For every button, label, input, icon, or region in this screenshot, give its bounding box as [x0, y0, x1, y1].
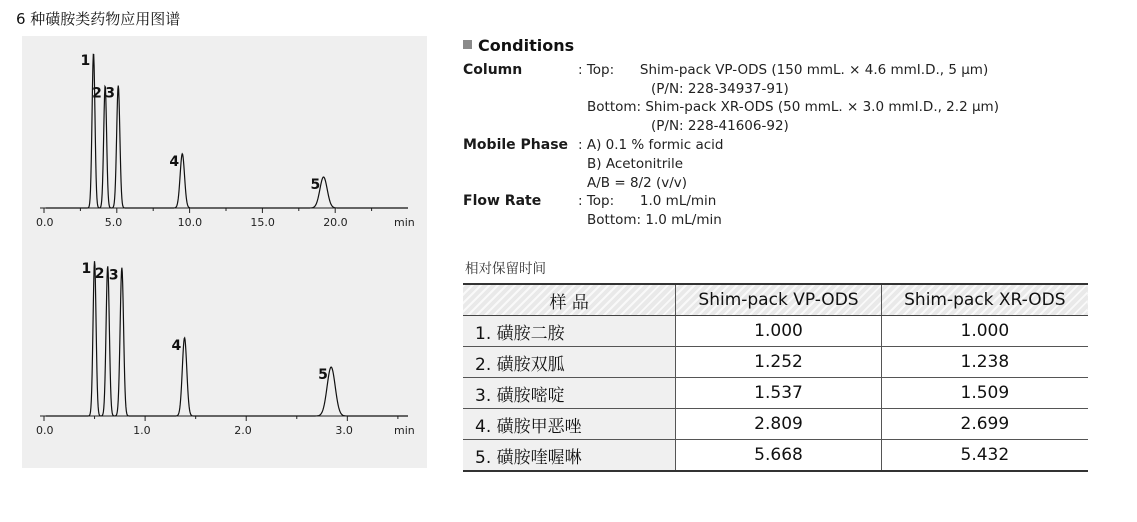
conditions-title	[463, 36, 574, 55]
xr-ods-value: 1.238	[881, 347, 1088, 378]
mobile-phase-line: : A) 0.1 % formic acid	[578, 137, 724, 153]
x-tick-label: 3.0	[335, 424, 353, 437]
x-tick-label: 0.0	[36, 216, 54, 229]
column-line: (P/N: 228-41606-92)	[651, 118, 789, 134]
peak-label: 3	[108, 267, 119, 284]
chromatograms-svg	[22, 36, 427, 468]
mobile-phase-label: Mobile Phase	[463, 137, 569, 153]
square-bullet-icon	[463, 40, 472, 49]
xr-ods-value: 1.509	[881, 378, 1088, 409]
peak-label: 1	[80, 53, 91, 69]
sample-name: 1. 磺胺二胺	[463, 316, 676, 347]
header-vp-ods: Shim-pack VP-ODS	[676, 284, 881, 316]
header-sample: 样 品	[463, 284, 676, 316]
header-xr-ods: Shim-pack XR-ODS	[881, 284, 1088, 316]
peak-label: 4	[171, 337, 182, 354]
sample-name: 3. 磺胺嘧啶	[463, 378, 676, 409]
vp-ods-value: 1.537	[676, 378, 881, 409]
x-tick-label: 20.0	[323, 216, 348, 229]
sample-name: 5. 磺胺喹喔啉	[463, 440, 676, 472]
peak-label: 3	[105, 85, 116, 102]
conditions-title-text: Conditions	[478, 36, 575, 55]
relative-retention-table	[463, 283, 1088, 472]
peak-label: 5	[318, 367, 328, 384]
vp-ods-value: 2.809	[676, 409, 881, 440]
xr-ods-value: 1.000	[881, 316, 1088, 347]
vp-ods-value: 1.252	[676, 347, 881, 378]
x-tick-label: 2.0	[234, 424, 252, 437]
chromatogram-trace	[46, 54, 408, 208]
xr-ods-value: 5.432	[881, 440, 1088, 472]
column-line: : Top: Shim-pack VP-ODS (150 mmL. × 4.6 mmI.D., 5 µm)	[578, 62, 989, 78]
x-tick-label: 1.0	[133, 424, 151, 437]
x-axis-unit-label: min	[394, 424, 415, 437]
peak-label: 2	[94, 266, 105, 283]
x-tick-label: 15.0	[250, 216, 275, 229]
column-line: Bottom: Shim-pack XR-ODS (50 mmL. × 3.0 mmI.D., 2.2 µm)	[587, 99, 999, 115]
flow-rate-line: Bottom: 1.0 mL/min	[587, 212, 722, 228]
sample-name: 2. 磺胺双胍	[463, 347, 676, 378]
flow-rate-label: Flow Rate	[463, 193, 542, 209]
x-tick-label: 0.0	[36, 424, 54, 437]
chromatogram-trace	[46, 261, 408, 416]
page-heading: 6 种磺胺类药物应用图谱	[16, 10, 181, 28]
rrt-caption: 相对保留时间	[465, 261, 546, 277]
chromatogram-panel	[22, 36, 427, 468]
xr-ods-value: 2.699	[881, 409, 1088, 440]
sample-name: 4. 磺胺甲恶唑	[463, 409, 676, 440]
peak-label: 5	[310, 177, 321, 193]
flow-rate-line: : Top: 1.0 mL/min	[578, 193, 717, 209]
x-axis-unit-label: min	[394, 216, 415, 229]
vp-ods-value: 5.668	[676, 440, 881, 472]
mobile-phase-line: A/B = 8/2 (v/v)	[587, 175, 688, 191]
vp-ods-value: 1.000	[676, 316, 881, 347]
table-row	[463, 409, 1088, 440]
table-row	[463, 440, 1088, 472]
table-header-row	[463, 284, 1088, 316]
conditions-block	[463, 36, 1103, 236]
table-row	[463, 378, 1088, 409]
column-line: (P/N: 228-34937-91)	[651, 81, 789, 97]
table-row	[463, 347, 1088, 378]
peak-label: 2	[92, 85, 102, 102]
x-tick-label: 10.0	[177, 216, 203, 229]
mobile-phase-line: B) Acetonitrile	[587, 156, 684, 172]
x-tick-label: 5.0	[104, 216, 123, 229]
table-row	[463, 316, 1088, 347]
peak-label: 1	[81, 261, 92, 278]
column-label: Column	[463, 62, 523, 78]
peak-label: 4	[169, 153, 180, 170]
